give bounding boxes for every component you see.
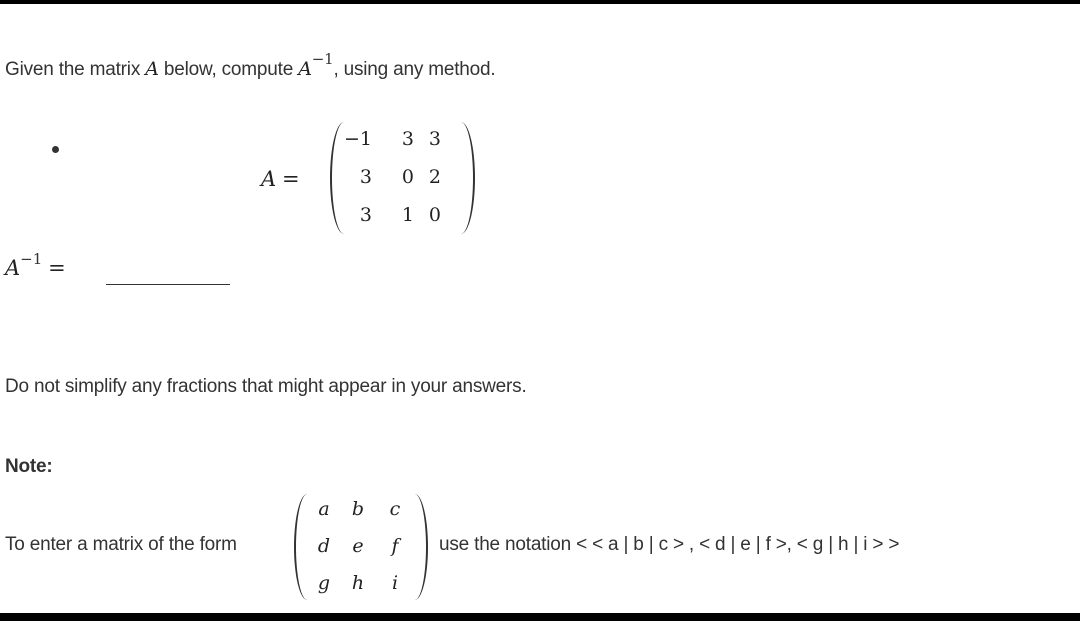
generic-matrix-cell: i xyxy=(391,572,399,594)
top-border xyxy=(0,0,1080,4)
matrix-a-cell: −1 xyxy=(343,128,372,150)
question-text xyxy=(5,50,496,81)
generic-matrix xyxy=(294,494,428,600)
generic-matrix-cell: c xyxy=(389,498,401,520)
notation-text: use the notation < < a | b | c > , < d | e | f >, < g | h | i > > xyxy=(439,534,900,555)
question-inverse-sup: −1 xyxy=(311,50,334,68)
matrix-a-equals: = xyxy=(282,167,300,191)
right-parenthesis xyxy=(461,122,475,234)
question-prefix: Given the matrix xyxy=(5,59,141,80)
answer-sup: −1 xyxy=(20,250,43,268)
generic-matrix-cell: h xyxy=(351,572,365,594)
answer-input-blank[interactable] xyxy=(106,284,230,285)
generic-matrix-cell: e xyxy=(352,535,364,557)
instruction-text: Do not simplify any fractions that might appear in your answers. xyxy=(5,376,527,397)
matrix-a xyxy=(330,122,475,234)
generic-matrix-cell: d xyxy=(317,535,331,557)
matrix-a-cell: 3 xyxy=(359,204,372,226)
question-middle: below, compute xyxy=(163,59,294,80)
matrix-a-cell: 3 xyxy=(428,128,441,150)
bottom-border xyxy=(0,613,1080,621)
generic-matrix-cell: b xyxy=(351,498,365,520)
question-suffix: , using any method. xyxy=(333,59,496,80)
question-matrix-name: A xyxy=(145,58,159,80)
generic-matrix-cell: f xyxy=(391,535,399,557)
left-parenthesis xyxy=(294,494,308,600)
list-bullet xyxy=(52,146,59,153)
matrix-a-cell: 0 xyxy=(428,204,441,226)
question-inverse-base: A xyxy=(298,58,312,80)
matrix-a-cell: 1 xyxy=(401,204,414,226)
answer-base: A xyxy=(5,256,21,280)
generic-matrix-cell: a xyxy=(318,498,330,520)
matrix-a-cell: 0 xyxy=(401,166,414,188)
answer-equals: = xyxy=(48,256,66,280)
right-parenthesis xyxy=(414,494,428,600)
note-prefix: To enter a matrix of the form xyxy=(5,534,237,555)
matrix-a-name: A xyxy=(261,167,277,191)
matrix-a-cell: 3 xyxy=(401,128,414,150)
matrix-a-label xyxy=(261,167,300,192)
answer-label xyxy=(5,250,66,281)
matrix-a-cell: 3 xyxy=(359,166,372,188)
note-title: Note: xyxy=(5,456,53,477)
generic-matrix-cell: g xyxy=(317,572,331,594)
matrix-a-cell: 2 xyxy=(428,166,441,188)
